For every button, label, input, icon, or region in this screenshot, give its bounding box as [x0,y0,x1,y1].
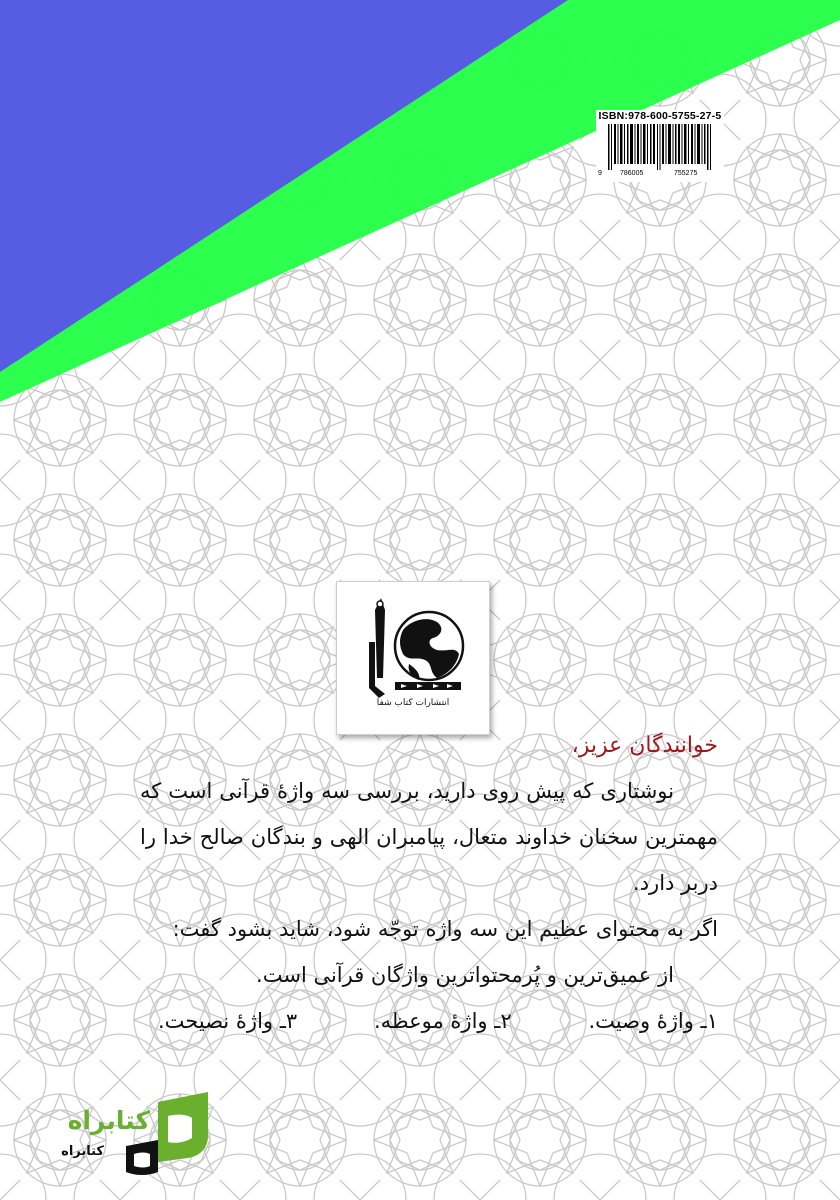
publisher-logo [336,581,490,735]
words-list [158,998,718,1044]
ketabrah-name-large: کتابراه [67,1106,150,1135]
list-item: ۱ـ واژۀ وصیت. [588,1009,718,1033]
paragraph-attention: اگر به محتوای عظیم این سه واژه توجّه شود، شاید بشود گفت: [172,917,718,941]
greeting-heading: خوانندگان عزیز، [571,733,718,758]
barcode-digits [596,170,724,182]
barcode-digits-right: 755275 [674,170,698,177]
barcode-icon [600,124,720,170]
barcode-digit-lead: 9 [598,170,602,177]
list-item: ۲ـ واژۀ موعظه. [373,1009,512,1033]
ketabrah-logo [40,1088,220,1180]
paragraph-claim: از عمیق‌ترین و پُرمحتواترین واژگان قرآنی است. [256,963,674,987]
paragraph-intro: نوشتاری که پیش روی دارید، بررسی سه واژۀ قرآنی است که مهمترین سخنان خداوند متعال، پیامبران الهی و بندگان صالح خدا را دربر دارد. [140,779,718,895]
globe-pen-icon [337,582,489,734]
isbn-label: ISBN:978-600-5755-27-5 [598,110,722,122]
list-item: ۳ـ واژۀ نصیحت. [158,1009,298,1033]
barcode-digits-left: 786005 [620,170,644,177]
ketabrah-name-small: کتابراه [61,1144,104,1159]
back-cover-text [140,728,718,1044]
publisher-logo-caption: انتشارات کتاب شفا [376,698,450,708]
isbn-barcode [596,110,724,182]
